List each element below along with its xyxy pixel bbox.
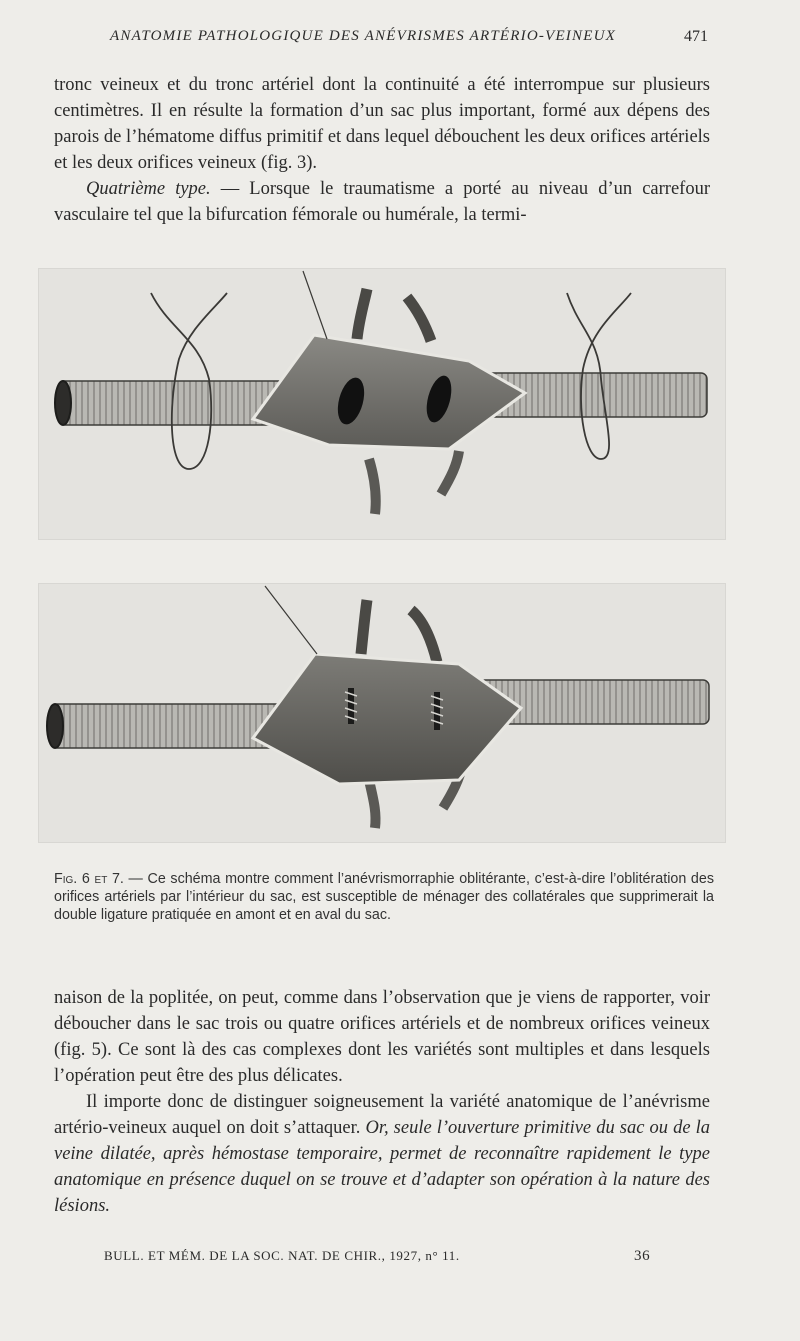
figure-6-illustration — [39, 269, 725, 539]
conclusion-italic: Or, seule l’ouverture primitive du sac ou de la veine dilatée, après hémostase temporaire, permet de reconnaître rapidement le type anatomique en présence duquel on se trouve et d’adapter son opération à la nature des lésions. — [54, 1118, 710, 1216]
suture-thread — [265, 586, 317, 654]
fourth-type-text: — Lorsque le traumatisme a porté au niveau d’un carrefour vasculaire tel que la bifurcation fémorale ou humérale, la termi- — [54, 179, 710, 225]
collateral-branch-bottom-left — [369, 780, 376, 828]
collateral-branch-bottom-right — [441, 451, 459, 494]
collateral-branch-top-right — [411, 610, 437, 662]
page-number: 471 — [684, 28, 708, 45]
figure-7 — [38, 583, 726, 843]
collateral-branch-top-left — [361, 600, 367, 654]
paragraph-conclusion — [54, 1089, 710, 1219]
figure-caption — [54, 870, 714, 924]
caption-text: — Ce schéma montre comment l’anévrismorraphie oblitérante, c’est-à-dire l’oblitération des orifices artériels par l’intérieur du sac, est susceptible de ménager des collatérales que supprimerait la double ligature pratiquée en amont et en aval du sac. — [54, 871, 714, 923]
suture-thread — [303, 271, 327, 339]
paragraph-continued: tronc veineux et du tronc artériel dont la continuité a été interrompue sur plusieurs centimètres. Il en résulte la formation d’un sac plus important, formé aux dépens des parois de l’hématome diffus primitif et dans lequel débouchent les deux orifices artériels et les deux orifices veineux (fig. 3). — [54, 75, 710, 173]
running-head — [0, 28, 800, 52]
fourth-type-heading: Quatrième type. — [86, 179, 211, 199]
caption-label: Fig. 6 et 7. — [54, 871, 124, 887]
paragraph-fourth-type — [54, 176, 710, 228]
journal-reference: BULL. ET MÉM. DE LA SOC. NAT. DE CHIR., 1927, n° 11. — [104, 1248, 460, 1263]
conclusion-text: Il importe donc de distinguer soigneusement la variété anatomique de l’anévrisme artério-veineux auquel on doit s’attaquer. — [54, 1092, 710, 1138]
top-body-text — [54, 72, 710, 228]
sheet-number: 36 — [634, 1248, 651, 1264]
aneurysmal-sac — [253, 654, 521, 784]
figure-7-illustration — [39, 584, 725, 842]
running-title: ANATOMIE PATHOLOGIQUE DES ANÉVRISMES ARTÉRIO-VEINEUX — [110, 28, 616, 44]
bottom-body-text — [54, 985, 710, 1219]
vessel-lumen-left — [55, 381, 71, 425]
collateral-branch-top-right — [407, 297, 431, 341]
collateral-branch-bottom-left — [369, 459, 376, 514]
figure-6 — [38, 268, 726, 540]
paragraph-poplitee: naison de la poplitée, on peut, comme dans l’observation que je viens de rapporter, voir déboucher dans le sac trois ou quatre orifices artériels et de nombreux orifices veineux (fig. 5). Ce sont là des cas complexes dont les variétés sont multiples et dans lesquels l’opération peut être des plus délicates. — [54, 988, 710, 1086]
vessel-lumen-left — [47, 704, 63, 748]
page-footer — [0, 1248, 800, 1270]
collateral-branch-top-left — [357, 289, 367, 339]
aneurysmal-sac — [253, 335, 525, 449]
